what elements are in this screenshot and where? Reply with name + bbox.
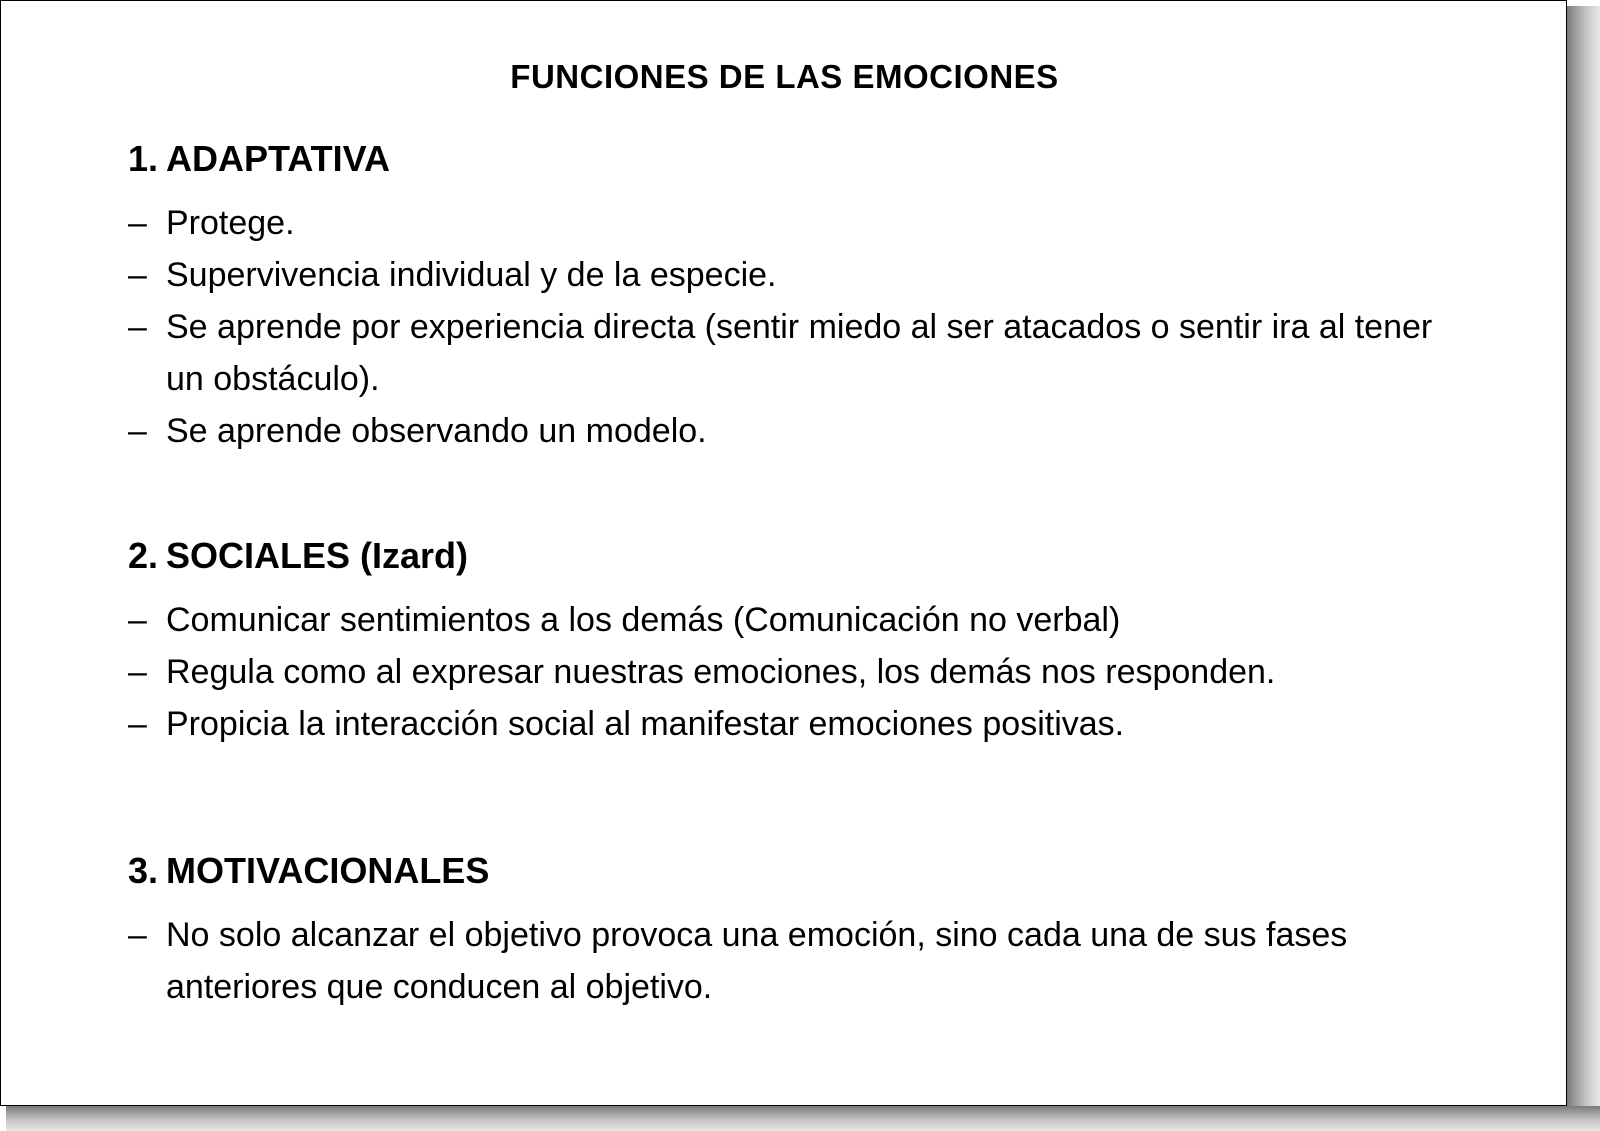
list-item-text: Se aprende observando un modelo.	[166, 412, 707, 450]
bullet-dash: –	[128, 308, 147, 346]
section-heading	[128, 138, 1448, 197]
page-shadow-right	[1567, 6, 1600, 1131]
list-item-text: Comunicar sentimientos a los demás (Comunicación no verbal)	[166, 601, 1121, 639]
section-title: SOCIALES (Izard)	[166, 535, 469, 576]
list-item-text: Regula como al expresar nuestras emociones, los demás nos responden.	[166, 653, 1276, 691]
section-title: ADAPTATIVA	[166, 138, 390, 179]
list-item	[128, 646, 1448, 698]
bullet-dash: –	[128, 256, 147, 294]
bullet-dash: –	[128, 705, 147, 743]
section-number: 1.	[128, 138, 159, 179]
bullet-dash: –	[128, 916, 147, 954]
list-item-text: Protege.	[166, 204, 295, 242]
list-item	[128, 301, 1448, 405]
list-item	[128, 405, 1448, 457]
list-item-text: Propicia la interacción social al manifestar emociones positivas.	[166, 705, 1125, 743]
section-sociales	[128, 535, 1448, 750]
section-heading	[128, 535, 1448, 594]
bullet-dash: –	[128, 412, 147, 450]
section-number: 3.	[128, 850, 159, 891]
section-number: 2.	[128, 535, 159, 576]
list-item	[128, 909, 1448, 1013]
list-item	[128, 594, 1448, 646]
bullet-dash: –	[128, 653, 147, 691]
bullet-dash: –	[128, 601, 147, 639]
list-item-text: Supervivencia individual y de la especie.	[166, 256, 777, 294]
section-heading	[128, 850, 1448, 909]
page-shadow-bottom	[6, 1106, 1600, 1131]
section-adaptativa	[128, 138, 1448, 457]
list-item	[128, 249, 1448, 301]
bullet-dash: –	[128, 204, 147, 242]
section-title: MOTIVACIONALES	[166, 850, 490, 891]
list-item	[128, 698, 1448, 750]
section-motivacionales	[128, 850, 1448, 1013]
list-item-text: No solo alcanzar el objetivo provoca una emoción, sino cada una de sus fases anteriores que conducen al objetivo.	[166, 916, 1348, 1006]
page-title: FUNCIONES DE LAS EMOCIONES	[510, 58, 1059, 95]
list-item	[128, 197, 1448, 249]
list-item-text: Se aprende por experiencia directa (sentir miedo al ser atacados o sentir ira al tener un obstáculo).	[166, 308, 1433, 398]
